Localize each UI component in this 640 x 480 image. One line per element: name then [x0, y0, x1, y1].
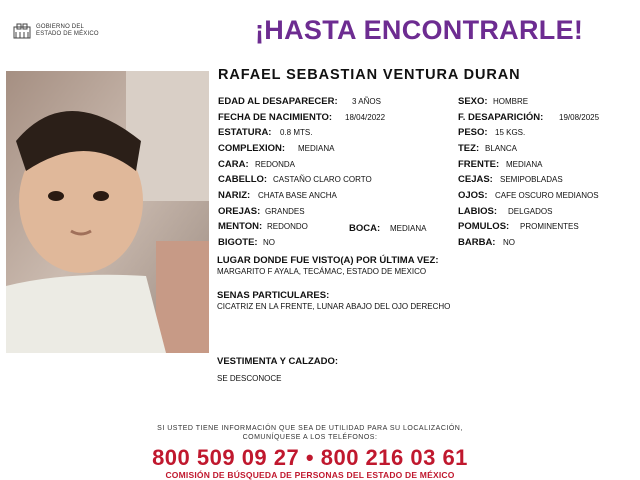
phone-number-2[interactable]: 800 216 03 61: [320, 445, 468, 470]
senas-value: CICATRIZ EN LA FRENTE, LUNAR ABAJO DEL OJO DERECHO: [217, 302, 451, 311]
bigote-label: BIGOTE:: [218, 237, 258, 248]
boca-label: BOCA:: [349, 223, 381, 234]
complexion-value: MEDIANA: [298, 144, 335, 153]
ojos-label: OJOS:: [458, 190, 488, 201]
vestimenta-value: SE DESCONOCE: [217, 374, 282, 383]
menton-label: MENTON:: [218, 221, 263, 232]
cabello-label: CABELLO:: [218, 174, 268, 185]
pomulos-value: PROMINENTES: [520, 222, 579, 231]
desaparicion-value: 19/08/2025: [559, 113, 600, 122]
labios-value: DELGADOS: [508, 207, 553, 216]
lugar-label: LUGAR DONDE FUE VISTO(A) POR ÚLTIMA VEZ:: [217, 255, 439, 266]
edad-value: 3 AÑOS: [352, 97, 381, 106]
commission-name: COMISIÓN DE BÚSQUEDA DE PERSONAS DEL ESTADO DE MÉXICO: [165, 470, 455, 480]
cejas-label: CEJAS:: [458, 174, 493, 185]
edad-label: EDAD AL DESAPARECER:: [218, 96, 338, 107]
estatura-value: 0.8 MTS.: [280, 128, 313, 137]
cejas-value: SEMIPOBLADAS: [500, 175, 563, 184]
headline: ¡HASTA ENCONTRARLE!: [255, 15, 584, 45]
complexion-label: COMPLEXION:: [218, 143, 286, 154]
phone-numbers: [0, 445, 620, 471]
frente-value: MEDIANA: [506, 160, 543, 169]
sexo-value: HOMBRE: [493, 97, 529, 106]
orejas-label: OREJAS:: [218, 206, 261, 217]
phone-number-1[interactable]: 800 509 09 27: [152, 445, 300, 470]
desaparicion-label: F. DESAPARICIÓN:: [458, 112, 544, 123]
orejas-value: GRANDES: [265, 207, 305, 216]
peso-value: 15 KGS.: [495, 128, 526, 137]
nacimiento-label: FECHA DE NACIMIENTO:: [218, 112, 332, 123]
government-logo: [12, 22, 99, 40]
nariz-label: NARIZ:: [218, 190, 251, 201]
barba-value: NO: [503, 238, 515, 247]
tez-value: BLANCA: [485, 144, 518, 153]
lugar-value: MARGARITO F AYALA, TECÁMAC, ESTADO DE MEXICO: [217, 267, 427, 276]
bigote-value: NO: [263, 238, 275, 247]
menton-value: REDONDO: [267, 222, 308, 231]
cabello-value: CASTAÑO CLARO CORTO: [273, 175, 372, 184]
logo-text: [36, 24, 99, 38]
nariz-value: CHATA BASE ANCHA: [258, 191, 337, 200]
state-seal-icon: [12, 22, 32, 40]
ojos-value: CAFE OSCURO MEDIANOS: [495, 191, 599, 200]
boca-value: MEDIANA: [390, 224, 427, 233]
barba-label: BARBA:: [458, 237, 496, 248]
senas-label: SENAS PARTICULARES:: [217, 290, 330, 301]
phone-separator: •: [305, 445, 315, 470]
pomulos-label: POMULOS:: [458, 221, 510, 232]
logo-line2: ESTADO DE MÉXICO: [36, 31, 99, 37]
footer-note-line1: SI USTED TIENE INFORMACIÓN QUE SEA DE UTILIDAD PARA SU LOCALIZACIÓN,: [157, 425, 463, 432]
sexo-label: SEXO:: [458, 96, 488, 107]
frente-label: FRENTE:: [458, 159, 500, 170]
estatura-label: ESTATURA:: [218, 127, 272, 138]
vestimenta-label: VESTIMENTA Y CALZADO:: [217, 356, 339, 367]
tez-label: TEZ:: [458, 143, 480, 154]
cara-label: CARA:: [218, 159, 249, 170]
logo-line1: GOBIERNO DEL: [36, 24, 85, 30]
cara-value: REDONDA: [255, 160, 296, 169]
missing-person-photo: [6, 71, 209, 353]
footer-note-line2: COMUNÍQUESE A LOS TELÉFONOS:: [242, 434, 378, 441]
person-name: RAFAEL SEBASTIAN VENTURA DURAN: [218, 67, 521, 83]
labios-label: LABIOS:: [458, 206, 498, 217]
nacimiento-value: 18/04/2022: [345, 113, 386, 122]
peso-label: PESO:: [458, 127, 488, 138]
